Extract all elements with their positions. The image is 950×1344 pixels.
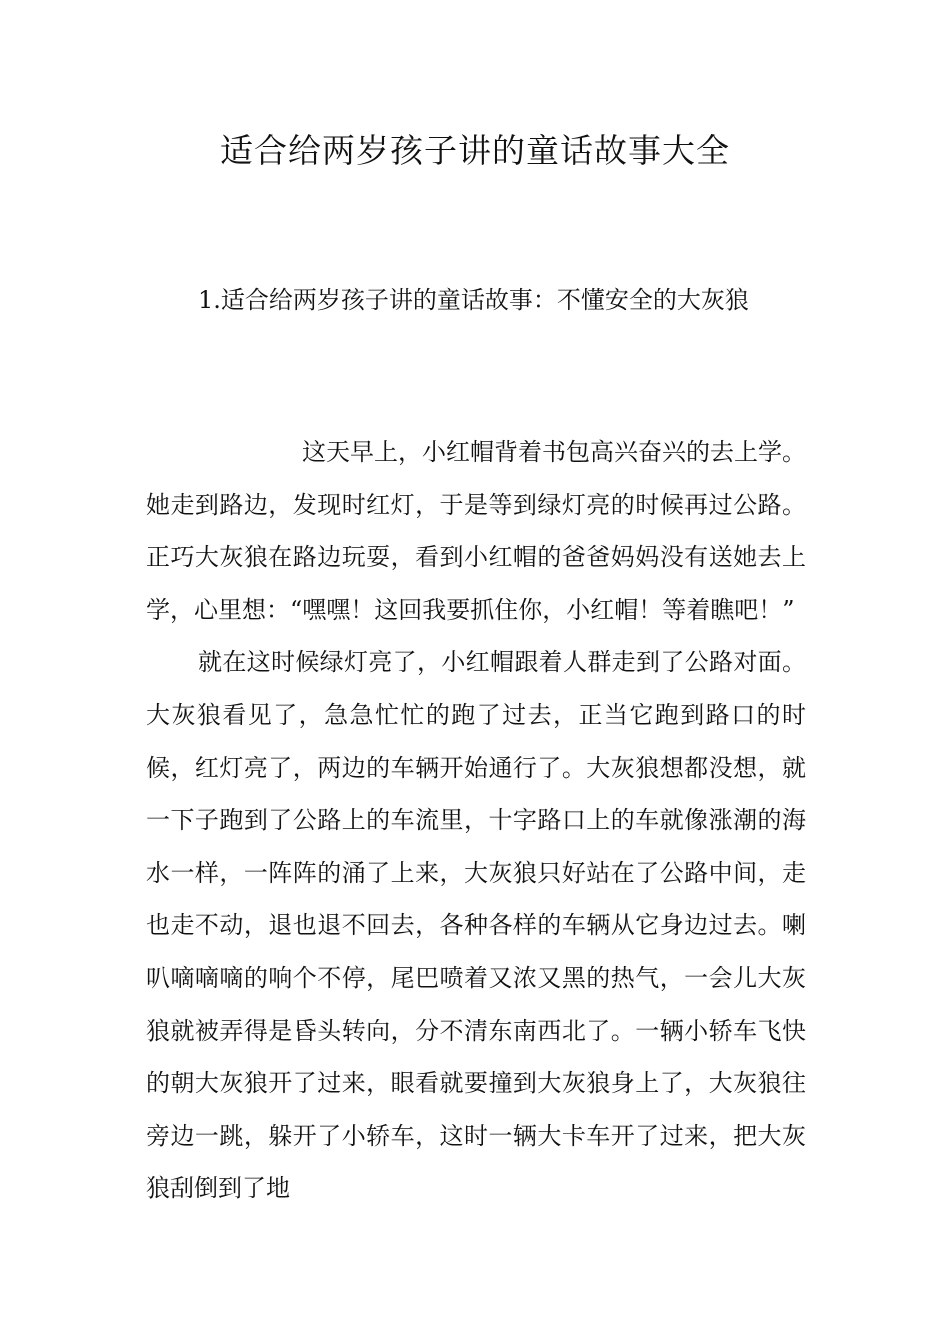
section-heading: 1.适合给两岁孩子讲的童话故事：不懂安全的大灰狼 [198,286,749,314]
document-title: 适合给两岁孩子讲的童话故事大全 [220,131,730,170]
story-paragraph-1: 这天早上，小红帽背着书包高兴奋兴的去上学。她走到路边，发现时红灯，于是等到绿灯亮的时候再过公路。正巧大灰狼在路边玩耍，看到小红帽的爸爸妈妈没有送她去上学，心里想：“嘿嘿！这回我要抓住你，小红帽！等着瞧吧！” [146,438,806,624]
story-body [146,426,806,1215]
story-paragraph-2: 就在这时候绿灯亮了，小红帽跟着人群走到了公路对面。大灰狼看见了，急急忙忙的跑了过去，正当它跑到路口的时候，红灯亮了，两边的车辆开始通行了。大灰狼想都没想，就一下子跑到了公路上的车流里，十字路口上的车就像涨潮的海水一样，一阵阵的涌了上来，大灰狼只好站在了公路中间，走也走不动，退也退不回去，各种各样的车辆从它身边过去。喇叭嘀嘀嘀的响个不停，尾巴喷着又浓又黑的热气，一会儿大灰狼就被弄得是昏头转向，分不清东南西北了。一辆小轿车飞快的朝大灰狼开了过来，眼看就要撞到大灰狼身上了，大灰狼往旁边一跳，躲开了小轿车，这时一辆大卡车开了过来，把大灰狼刮倒到了地 [146,648,806,1203]
